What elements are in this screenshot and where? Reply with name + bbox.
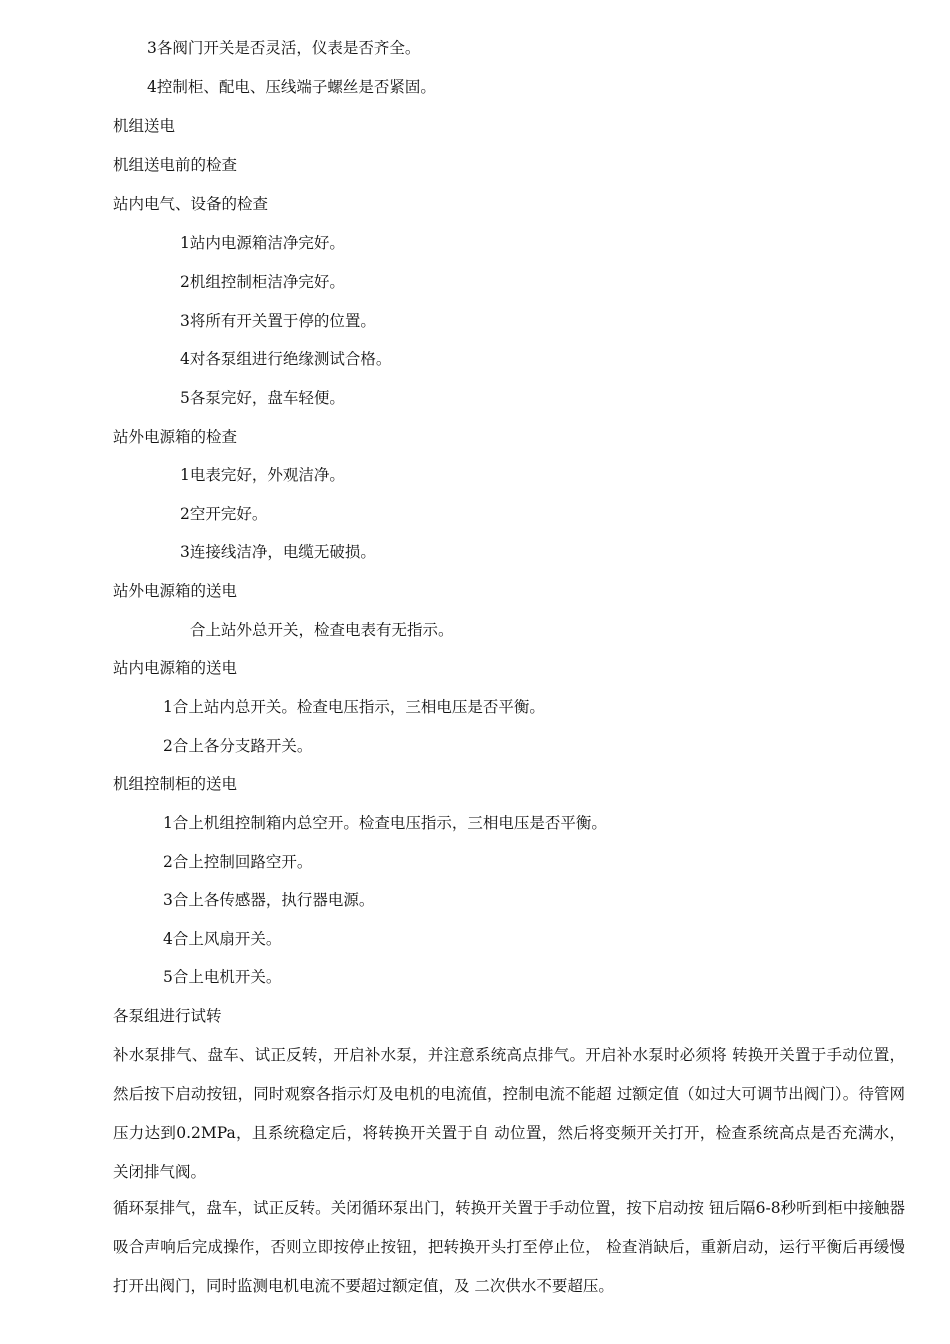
section-heading: 站内电源箱的送电 xyxy=(113,659,238,677)
paragraph: 循环泵排气，盘车，试正反转。关闭循环泵出门，转换开关置于手动位置，按下启动按 钮后隔6-8秒听到柜中接触器吸合声响后完成操作，否则立即按停止按钮，把转换开头打至停止位， 检查消缺后，重新启动，运行平衡后再缓慢打开出阀门，同时监测电机电流不要超过额定值，及 二次供水不要超压。 xyxy=(113,1199,905,1295)
list-item: 2合上各分支路开关。 xyxy=(163,737,313,755)
list-item: 1站内电源箱洁净完好。 xyxy=(180,234,345,252)
list-item: 3连接线洁净，电缆无破损。 xyxy=(180,543,376,561)
list-item: 1电表完好，外观洁净。 xyxy=(180,466,345,484)
section-heading: 机组控制柜的送电 xyxy=(113,775,238,793)
list-item: 3合上各传感器，执行器电源。 xyxy=(163,891,375,909)
list-item: 2空开完好。 xyxy=(180,505,268,523)
list-item: 2合上控制回路空开。 xyxy=(163,853,313,871)
section-heading: 站外电源箱的送电 xyxy=(113,582,238,600)
list-item: 5各泵完好，盘车轻便。 xyxy=(180,389,345,407)
list-item: 4合上风扇开关。 xyxy=(163,930,282,948)
section-heading: 各泵组进行试转 xyxy=(113,1007,222,1025)
section-heading: 机组送电前的检查 xyxy=(113,156,238,174)
text-line: 4控制柜、配电、压线端子螺丝是否紧固。 xyxy=(147,78,436,96)
list-item: 合上站外总开关，检查电表有无指示。 xyxy=(190,621,454,639)
list-item: 4对各泵组进行绝缘测试合格。 xyxy=(180,350,392,368)
section-heading: 机组送电 xyxy=(113,117,176,135)
list-item: 3将所有开关置于停的位置。 xyxy=(180,312,376,330)
list-item: 1合上机组控制箱内总空开。检查电压指示，三相电压是否平衡。 xyxy=(163,814,607,832)
list-item: 2机组控制柜洁净完好。 xyxy=(180,273,345,291)
paragraph: 补水泵排气、盘车、试正反转，开启补水泵，并注意系统高点排气。开启补水泵时必须将 转换开关置于手动位置，然后按下启动按钮，同时观察各指示灯及电机的电流值，控制电流不能超 过额定值（如过大可调节出阀门）。待管网压力达到0.2MPa，且系统稳定后，将转换开关置于自 动位置，然后将变频开关打开，检查系统高点是否充满水，关闭排气阀。 xyxy=(113,1046,905,1181)
section-heading: 站外电源箱的检查 xyxy=(113,428,238,446)
list-item: 5合上电机开关。 xyxy=(163,968,282,986)
list-item: 1合上站内总开关。检查电压指示，三相电压是否平衡。 xyxy=(163,698,545,716)
text-line: 3各阀门开关是否灵活，仪表是否齐全。 xyxy=(147,39,421,57)
section-heading: 站内电气、设备的检查 xyxy=(113,195,269,213)
